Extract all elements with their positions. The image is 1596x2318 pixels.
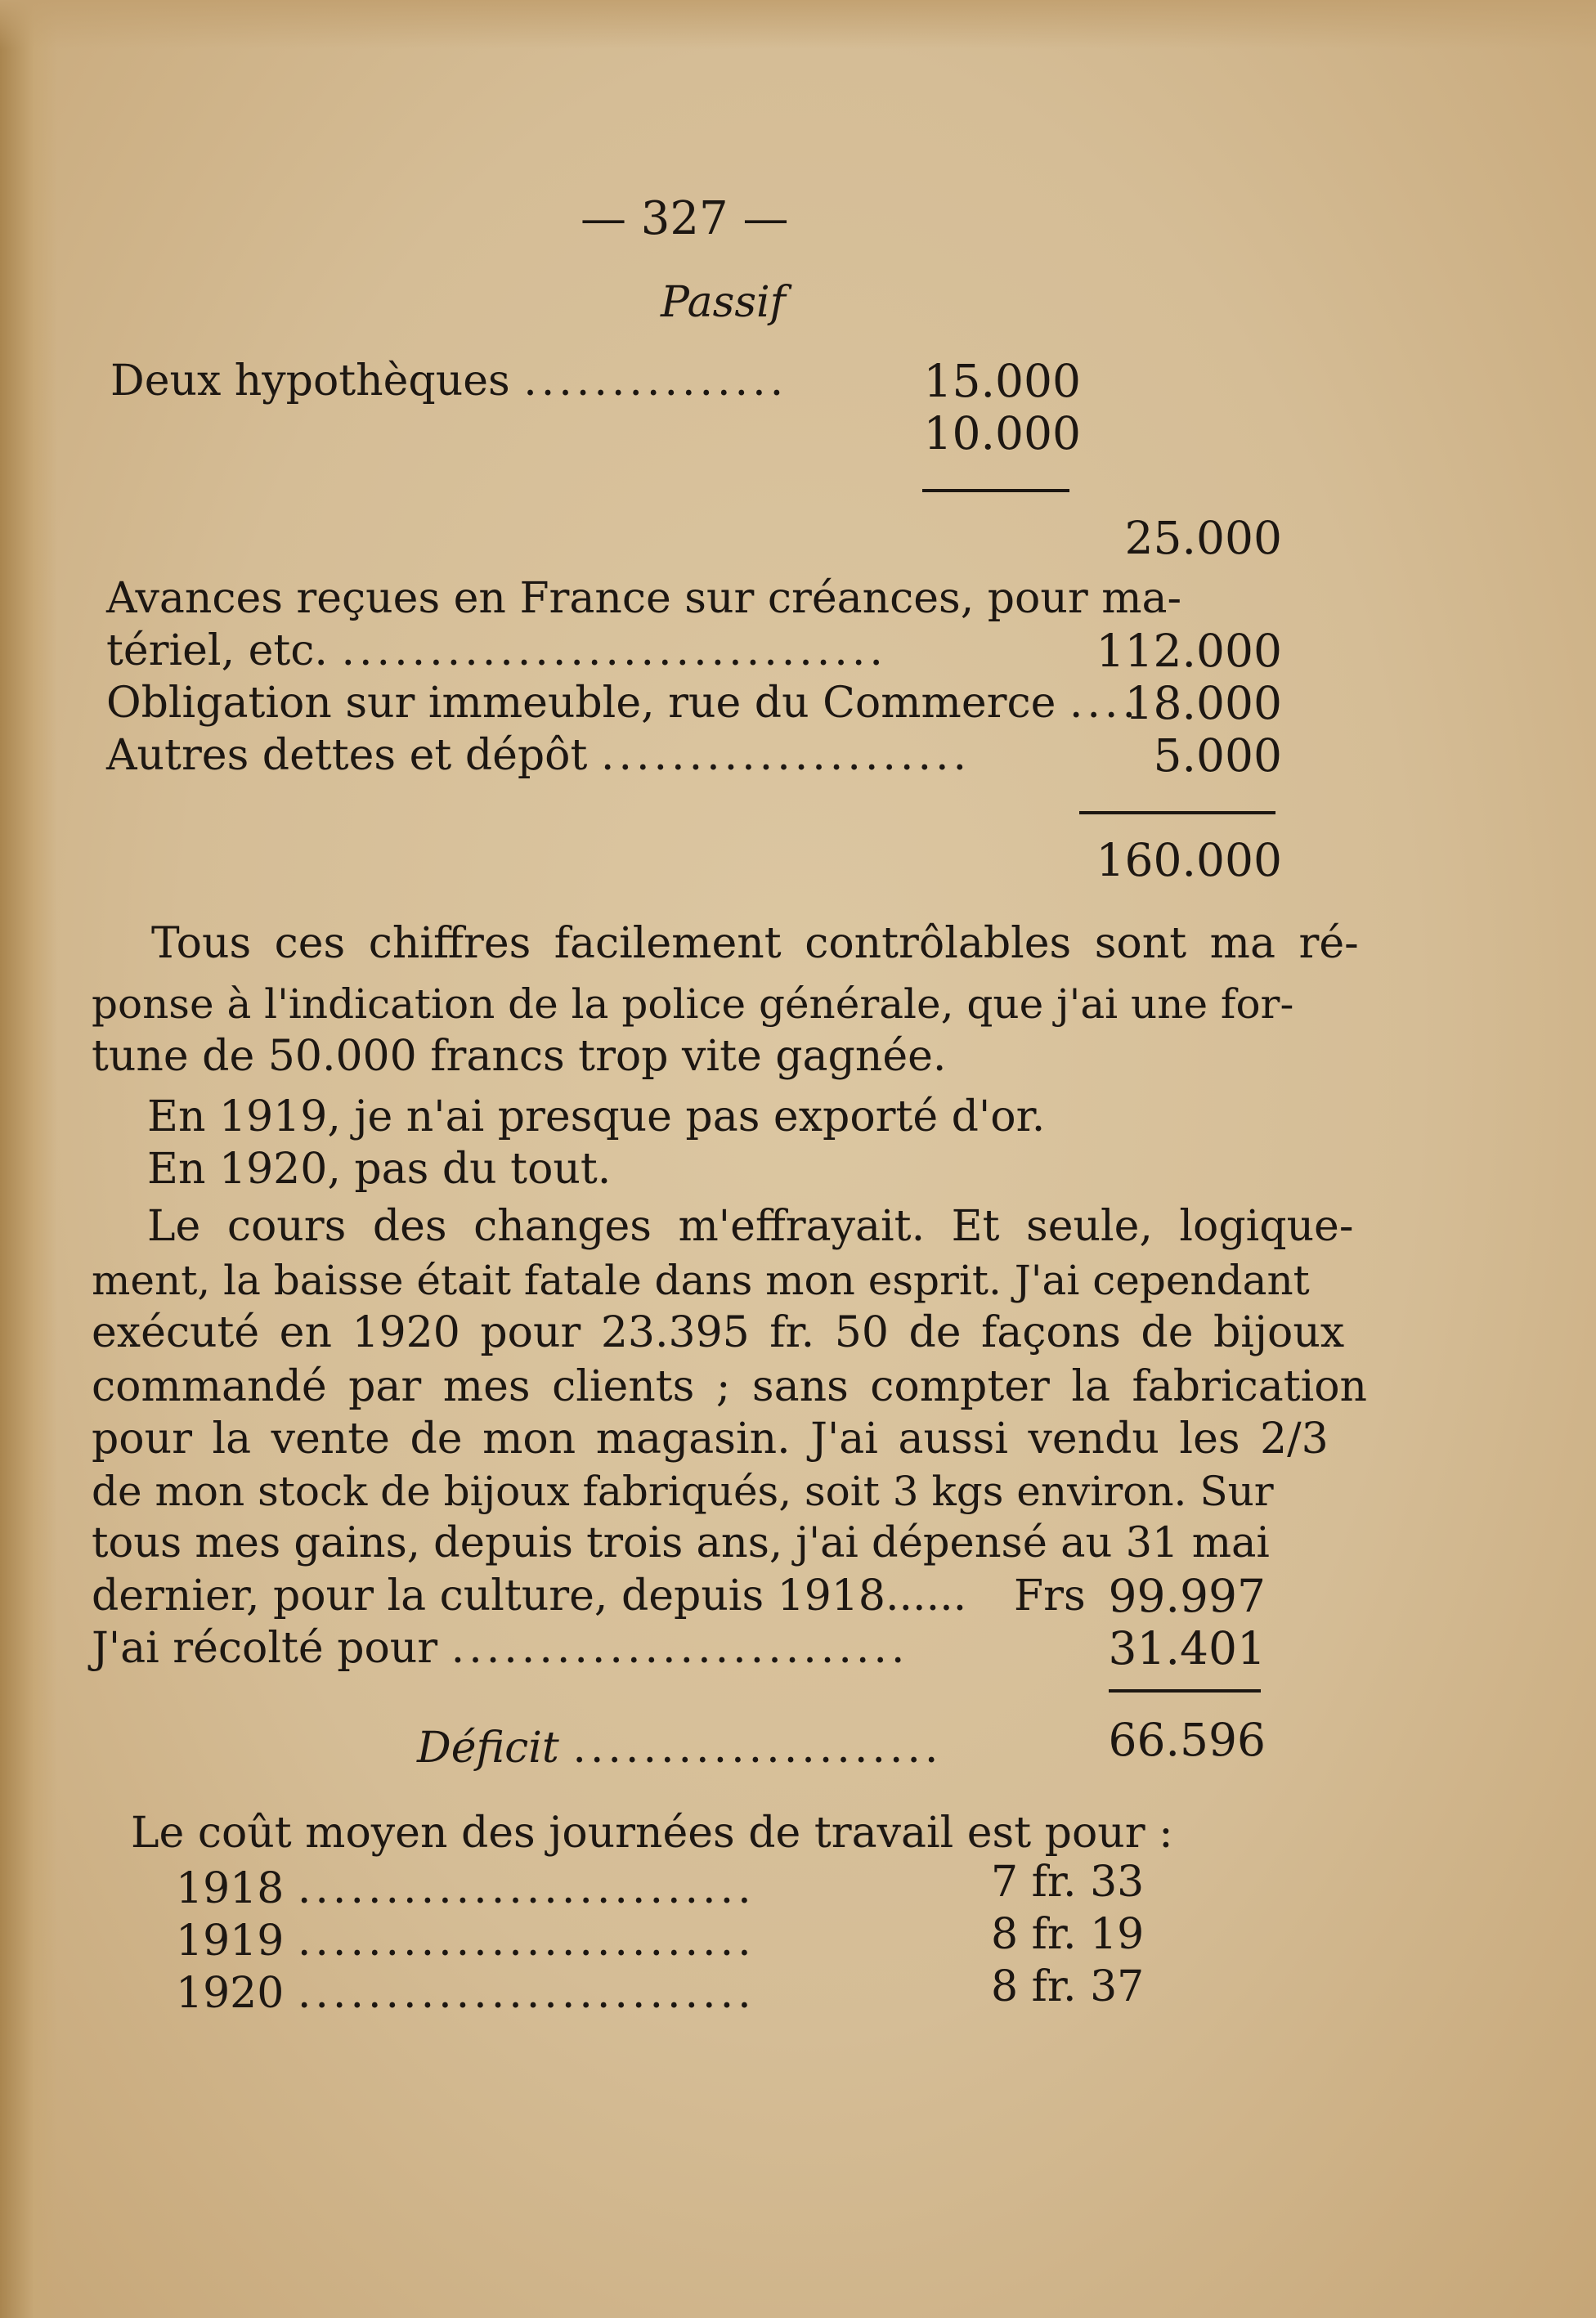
paragraph-4-line-6: de mon stock de bijoux fabriqués, soit 3 kgs environ. Sur xyxy=(92,1468,1274,1515)
hypotheques-label: Deux hypothèques ............... xyxy=(110,356,788,406)
cout-row-year: 1919 .......................... xyxy=(176,1917,755,1966)
section-heading: Passif xyxy=(661,278,786,327)
deficit-value: 66.596 xyxy=(1108,1714,1266,1766)
paragraph-4-line-1: Le cours des changes m'effrayait. Et seule, logique- xyxy=(147,1202,1354,1251)
paragraph-3: En 1920, pas du tout. xyxy=(147,1145,612,1194)
culture-unit: Frs xyxy=(1014,1571,1086,1621)
cout-row-value: 7 fr. 33 xyxy=(991,1858,1145,1907)
recolte-label: J'ai récolté pour .......................... xyxy=(92,1624,909,1673)
page-top-shadow xyxy=(0,0,1596,49)
cout-row-value: 8 fr. 37 xyxy=(991,1962,1145,2011)
hypotheque-value-2: 10.000 xyxy=(923,407,1081,460)
paragraph-4-line-3: exécuté en 1920 pour 23.395 fr. 50 de façons de bijoux xyxy=(92,1308,1345,1357)
autres-value: 5.000 xyxy=(1153,729,1282,782)
page-number: — 327 — xyxy=(581,192,789,245)
avances-line-2: tériel, etc. ............................... xyxy=(106,626,887,675)
avances-value: 112.000 xyxy=(1096,625,1282,677)
cout-intro: Le coût moyen des journées de travail est pour : xyxy=(131,1809,1173,1858)
paragraph-4-line-7: tous mes gains, depuis trois ans, j'ai dépensé au 31 mai xyxy=(92,1519,1270,1567)
deficit-label: Déficit ..................... xyxy=(417,1724,943,1773)
deficit-rule xyxy=(1109,1689,1261,1693)
paragraph-2: En 1919, je n'ai presque pas exporté d'or. xyxy=(147,1092,1046,1141)
paragraph-4-line-8: dernier, pour la culture, depuis 1918...... xyxy=(92,1571,967,1621)
paragraph-4-line-5: pour la vente de mon magasin. J'ai aussi vendu les 2/3 xyxy=(92,1415,1329,1464)
cout-row-year: 1918 .......................... xyxy=(176,1864,755,1913)
paragraph-4-line-2: ment, la baisse était fatale dans mon esprit. J'ai cependant xyxy=(92,1257,1310,1304)
paragraph-1-line-2: ponse à l'indication de la police générale, que j'ai une for- xyxy=(92,980,1294,1028)
hypotheque-value-1: 15.000 xyxy=(923,355,1081,407)
cout-row-value: 8 fr. 19 xyxy=(991,1910,1145,1959)
avances-line-1: Avances reçues en France sur créances, pour ma- xyxy=(106,574,1182,623)
autres-label: Autres dettes et dépôt ..................... xyxy=(106,731,971,780)
culture-value: 99.997 xyxy=(1108,1570,1266,1622)
paragraph-1-line-3: tune de 50.000 francs trop vite gagnée. xyxy=(92,1032,947,1081)
obligation-value: 18.000 xyxy=(1124,677,1282,729)
subtotal-value: 25.000 xyxy=(1124,512,1282,564)
paragraph-4-line-4: commandé par mes clients ; sans compter la fabrication xyxy=(92,1362,1368,1411)
paragraph-1-line-1: Tous ces chiffres facilement contrôlables sont ma ré- xyxy=(151,919,1359,968)
total-rule xyxy=(1079,811,1275,814)
total-value: 160.000 xyxy=(1096,834,1282,886)
subtotal-rule xyxy=(922,489,1069,492)
cout-row-year: 1920 .......................... xyxy=(176,1969,755,2018)
page-edge-shadow xyxy=(0,0,57,2318)
obligation-label: Obligation sur immeuble, rue du Commerce .... xyxy=(106,679,1140,728)
recolte-value: 31.401 xyxy=(1108,1622,1266,1675)
